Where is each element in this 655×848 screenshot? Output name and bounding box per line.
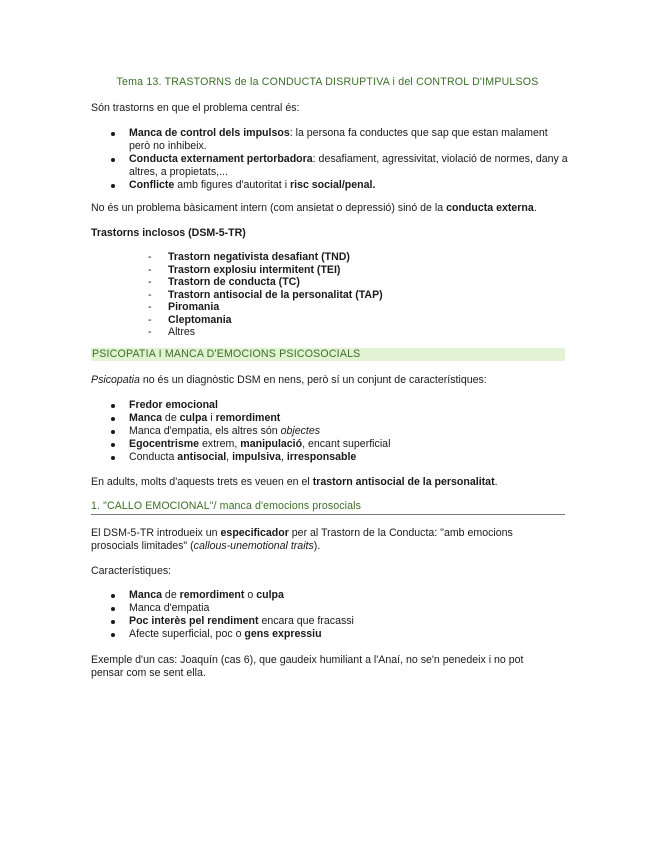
list-item: - Trastorn explosiu intermitent (TEI) <box>148 263 341 276</box>
callo-section-heading: 1. "CALLO EMOCIONAL"/ manca d'emocions prosocials <box>91 500 565 515</box>
list-item: - Cleptomania <box>148 313 232 326</box>
list-item: Afecte superficial, poc o gens expressiu <box>91 628 571 641</box>
list-item: - Trastorn negativista desafiant (TND) <box>148 251 350 263</box>
list-item: Manca d'empatia, els altres són objectes <box>91 425 571 438</box>
list-item: Poc interès pel rendiment encara que fracassi <box>91 615 571 628</box>
adults-paragraph: En adults, molts d'aquests trets es veuen en el trastorn antisocial de la personalitat. <box>91 476 498 488</box>
list-item: Conducta externament pertorbadora: desafiament, agressivitat, violació de normes, dany a altres, a propietats,... <box>91 153 571 179</box>
callo-intro: El DSM-5-TR introdueix un especificador per al Trastorn de la Conducta: "amb emocions prosocials limitades" (callous-unemotional traits). <box>91 527 513 552</box>
page-title: Tema 13. TRASTORNS de la CONDUCTA DISRUPTIVA i del CONTROL D'IMPULSOS <box>116 76 539 88</box>
psicopatia-intro: Psicopatia no és un diagnòstic DSM en nens, però sí un conjunt de característiques: <box>91 374 487 386</box>
callo-bullet-list <box>91 589 571 641</box>
list-item: - Trastorn antisocial de la personalitat (TAP) <box>148 288 383 301</box>
list-item: Manca de remordiment o culpa <box>91 589 571 602</box>
intro-paragraph: Són trastorns en que el problema central és: <box>91 102 300 114</box>
included-list <box>148 251 383 339</box>
list-item: - Trastorn de conducta (TC) <box>148 276 300 288</box>
list-item: Egocentrisme extrem, manipulació, encant superficial <box>91 438 571 451</box>
not-internal-paragraph: No és un problema bàsicament intern (com ansietat o depressió) sinó de la conducta externa. <box>91 202 537 214</box>
list-item: Conducta antisocial, impulsiva, irresponsable <box>91 451 571 464</box>
characteristics-label: Característiques: <box>91 565 172 577</box>
list-item: Fredor emocional <box>91 399 571 412</box>
list-item: - Altres <box>148 326 196 338</box>
list-item: Conflicte amb figures d'autoritat i risc social/penal. <box>91 179 571 192</box>
psicopatia-bullet-list <box>91 399 571 464</box>
example-paragraph: Exemple d'un cas: Joaquín (cas 6), que gaudeix humiliant a l'Anaí, no se'n penedeix i no pot pensar com se sent ella. <box>91 654 524 679</box>
list-item: Manca de control dels impulsos: la persona fa conductes que sap que estan malament però no inhibeix. <box>91 127 571 153</box>
intro-bullet-list <box>91 127 571 192</box>
included-heading: Trastorns inclosos (DSM-5-TR) <box>91 227 246 239</box>
list-item: Manca de culpa i remordiment <box>91 412 571 425</box>
list-item: Manca d'empatia <box>91 602 571 615</box>
psicopatia-section-heading: PSICOPATIA I MANCA D'EMOCIONS PSICOSOCIALS <box>91 348 565 361</box>
list-item: - Piromania <box>148 301 220 313</box>
